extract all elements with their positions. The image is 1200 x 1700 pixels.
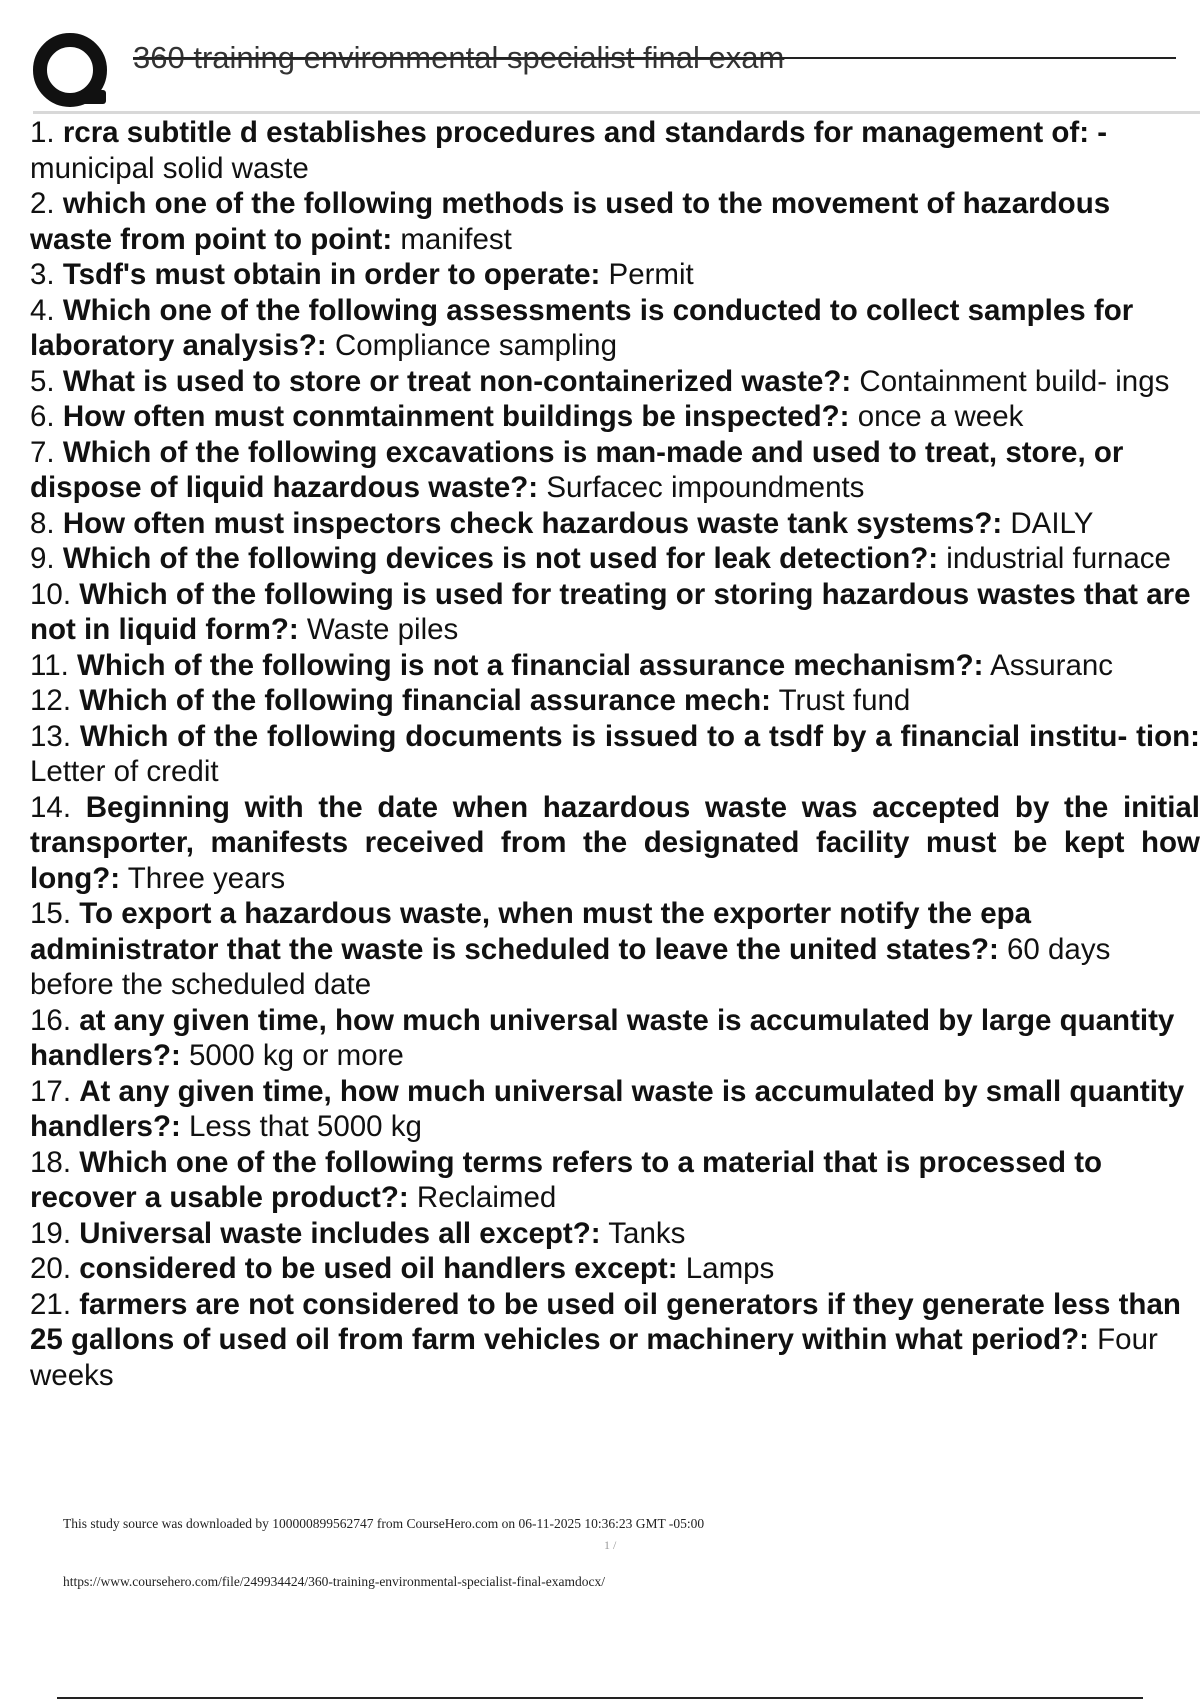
question-text: Which of the following documents is issued to a tsdf by a financial institu- tion: bbox=[79, 719, 1200, 753]
quizlet-q-logo-icon bbox=[30, 30, 114, 114]
answer-text: municipal solid waste bbox=[30, 151, 309, 185]
qa-item bbox=[30, 577, 1200, 648]
answer-text: Reclaimed bbox=[416, 1181, 557, 1214]
qa-item bbox=[30, 186, 1200, 257]
qa-item bbox=[30, 648, 1200, 684]
qa-item bbox=[30, 683, 1200, 719]
question-text: How often must inspectors check hazardous waste tank systems?: bbox=[62, 506, 1003, 540]
source-url: https://www.coursehero.com/file/249934424/360-training-environmental-specialist-final-examdocx/ bbox=[63, 1574, 605, 1589]
question-text: at any given time, how much universal waste is accumulated by large quantity handlers?: bbox=[30, 1003, 1175, 1072]
question-text: Tsdf's must obtain in order to operate: bbox=[62, 258, 601, 291]
answer-text: Compliance sampling bbox=[334, 329, 617, 362]
answer-text: Lamps bbox=[685, 1252, 775, 1285]
answer-text: 5000 kg or more bbox=[189, 1039, 404, 1072]
qa-item bbox=[30, 1287, 1200, 1394]
answer-text: Tanks bbox=[608, 1216, 686, 1250]
question-number: 4. bbox=[30, 293, 55, 327]
question-text: Which of the following excavations is man-made and used to treat, store, or dispose of liquid hazardous waste?: bbox=[30, 435, 1124, 504]
question-list bbox=[30, 115, 1200, 1393]
qa-item bbox=[30, 1251, 1200, 1287]
answer-text: Permit bbox=[608, 258, 694, 291]
qa-item bbox=[30, 541, 1200, 577]
question-number: 20. bbox=[30, 1252, 72, 1285]
title-strike-rule bbox=[133, 57, 1176, 59]
question-text: Which of the following is used for treating or storing hazardous wastes that are not in liquid form?: bbox=[30, 577, 1191, 646]
question-number: 15. bbox=[30, 897, 72, 930]
answer-text: Waste piles bbox=[306, 613, 459, 646]
qa-item bbox=[30, 1074, 1200, 1145]
qa-item bbox=[30, 364, 1200, 400]
answer-text: once a week bbox=[857, 400, 1024, 433]
question-number: 18. bbox=[30, 1145, 72, 1179]
page-number: 1 / bbox=[604, 1538, 617, 1552]
question-number: 14. bbox=[30, 790, 72, 824]
qa-item bbox=[30, 790, 1200, 897]
answer-text: industrial furnace bbox=[946, 542, 1171, 575]
question-text: At any given time, how much universal waste is accumulated by small quantity handlers?: bbox=[30, 1074, 1185, 1143]
question-text: considered to be used oil handlers except: bbox=[79, 1252, 678, 1285]
question-number: 21. bbox=[30, 1287, 72, 1321]
header-divider bbox=[33, 111, 1200, 114]
question-number: 5. bbox=[30, 364, 55, 398]
question-text: Which of the following is not a financial assurance mechanism?: bbox=[77, 648, 984, 682]
question-number: 2. bbox=[30, 187, 55, 220]
question-number: 3. bbox=[30, 258, 55, 291]
question-text: Beginning with the date when hazardous waste was accepted by the initial transporter, manifests received from the designated facility must be kept how long?: bbox=[30, 790, 1200, 895]
question-text: To export a hazardous waste, when must the exporter notify the epa administrator that the waste is scheduled to leave the united states?: bbox=[30, 897, 1032, 966]
qa-item bbox=[30, 506, 1200, 542]
qa-item bbox=[30, 1003, 1200, 1074]
question-text: rcra subtitle d establishes procedures and standards for management of: - bbox=[62, 116, 1108, 149]
answer-text: Assuranc bbox=[990, 648, 1114, 682]
question-number: 7. bbox=[30, 435, 55, 469]
question-number: 19. bbox=[30, 1216, 72, 1250]
answer-text: manifest bbox=[400, 222, 512, 256]
answer-text: Trust fund bbox=[778, 684, 911, 717]
question-text: Which of the following financial assurance mech: bbox=[79, 684, 771, 717]
bottom-divider bbox=[57, 1697, 1143, 1699]
question-number: 12. bbox=[30, 684, 72, 717]
question-number: 8. bbox=[30, 506, 55, 540]
question-text: Which one of the following terms refers to a material that is processed to recover a usable product?: bbox=[30, 1145, 1103, 1214]
answer-text: Surfacec impoundments bbox=[546, 471, 865, 504]
question-number: 11. bbox=[30, 648, 69, 682]
answer-text: DAILY bbox=[1010, 506, 1094, 540]
qa-item bbox=[30, 399, 1200, 435]
question-text: farmers are not considered to be used oil generators if they generate less than 25 gallons of used oil from farm vehicles or machinery within what period?: bbox=[30, 1287, 1181, 1356]
answer-text: Containment build- ings bbox=[859, 364, 1170, 398]
question-text: Universal waste includes all except?: bbox=[79, 1216, 601, 1250]
answer-text: Less that 5000 kg bbox=[189, 1110, 422, 1143]
download-source-note: This study source was downloaded by 100000899562747 from CourseHero.com on 06-11-2025 10:36:23 GMT -05:00 bbox=[63, 1516, 705, 1531]
question-number: 10. bbox=[30, 577, 72, 611]
qa-item bbox=[30, 293, 1200, 364]
question-number: 6. bbox=[30, 400, 55, 433]
question-number: 16. bbox=[30, 1003, 72, 1037]
qa-item bbox=[30, 115, 1200, 186]
answer-text: Three years bbox=[127, 861, 286, 895]
question-text: Which of the following devices is not used for leak detection?: bbox=[62, 542, 939, 575]
question-number: 9. bbox=[30, 542, 55, 575]
qa-item bbox=[30, 1145, 1200, 1216]
qa-item bbox=[30, 1216, 1200, 1252]
answer-text: Four weeks bbox=[30, 1323, 1158, 1392]
qa-item bbox=[30, 896, 1200, 1003]
answer-text: Letter of credit bbox=[30, 755, 219, 788]
question-text: What is used to store or treat non-containerized waste?: bbox=[62, 364, 852, 398]
document-title: 360 training environmental specialist final exam bbox=[133, 40, 785, 75]
question-number: 13. bbox=[30, 719, 72, 753]
qa-item bbox=[30, 257, 1200, 293]
question-number: 1. bbox=[30, 116, 55, 149]
question-text: Which one of the following assessments is conducted to collect samples for laboratory analysis?: bbox=[30, 293, 1134, 362]
qa-item bbox=[30, 435, 1200, 506]
question-text: How often must conmtainment buildings be inspected?: bbox=[62, 400, 850, 433]
answer-text: 60 days before the scheduled date bbox=[30, 932, 1111, 1001]
qa-item bbox=[30, 719, 1200, 790]
question-text: which one of the following methods is used to the movement of hazardous waste from point to point: bbox=[30, 187, 1111, 256]
question-number: 17. bbox=[30, 1074, 72, 1108]
